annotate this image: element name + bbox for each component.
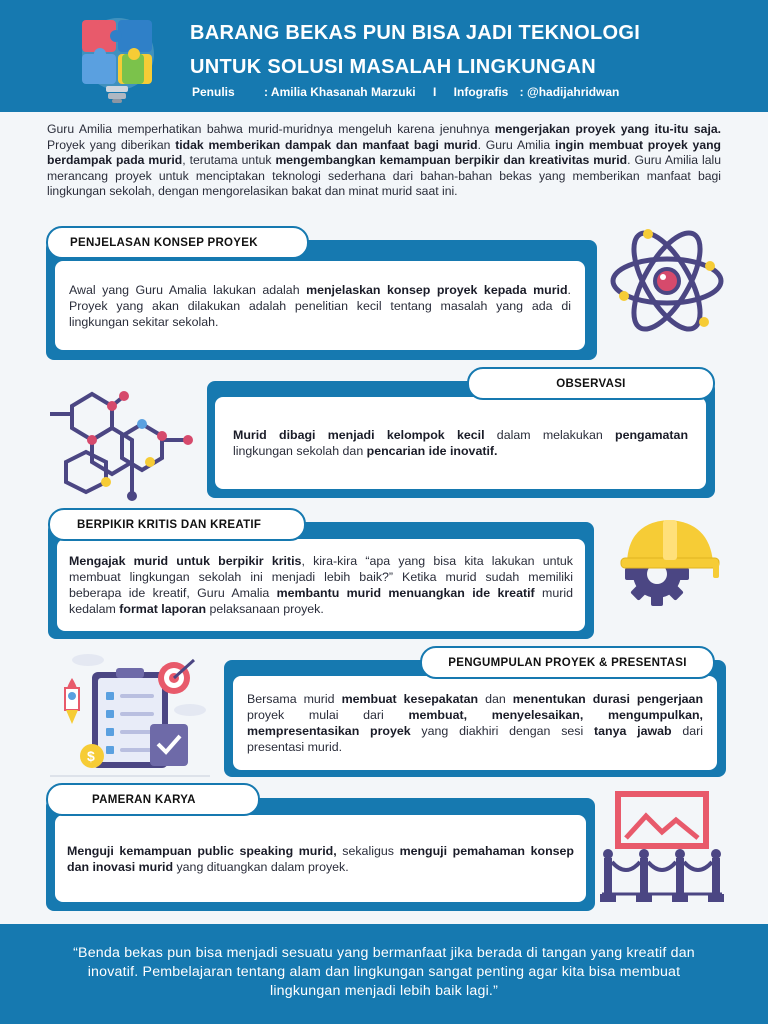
credit-separator: I — [432, 85, 437, 99]
closing-quote: “Benda bekas pun bisa menjadi sesuatu yang bermanfaat jika berada di tangan yang kreatif dan inovatif. Pembelajaran tentang alam dan lingkungan sangat penting agar kita bisa membuat lingkungan menjadi lebih baik lagi.” — [73, 945, 695, 999]
section-body-critical-thinking: Mengajak murid untuk berpikir kritis, kira-kira “apa yang bisa kita lakukan untuk membuat lingkungan sekolah ini menjadi lebih baik?” Ketika murid sudah memiliki beberapa ide kreatif, Guru Amalia membantu murid menuangkan ide kreatif murid kedalam format laporan pelaksanaan proyek. — [57, 539, 585, 631]
section-title-concept: PENJELASAN KONSEP PROYEK — [46, 226, 309, 259]
infographic-handle: : @hadijahridwan — [519, 85, 620, 99]
section-title-critical-thinking: BERPIKIR KRITIS DAN KREATIF — [48, 508, 306, 541]
checklist-rocket-icon — [50, 650, 210, 780]
section-body-presentation: Bersama murid membuat kesepakatan dan menentukan durasi pengerjaan proyek mulai dari membuat, menyelesaikan, mengumpulkan, mempresentasikan proyek yang diakhiri dengan sesi tanya jawab dari presentasi murid. — [233, 676, 717, 770]
section-body-exhibition: Menguji kemampuan public speaking murid, sekaligus menguji pemahaman konsep dan inovasi murid yang dituangkan dalam proyek. — [55, 815, 586, 902]
credits — [192, 85, 633, 99]
svg-text:$: $ — [87, 748, 95, 764]
section-title-exhibition: PAMERAN KARYA — [46, 783, 260, 816]
title-line-1: BARANG BEKAS PUN BISA JADI TEKNOLOGI — [190, 22, 641, 44]
section-title-observation: OBSERVASI — [467, 367, 715, 400]
title-line-2: UNTUK SOLUSI MASALAH LINGKUNGAN — [190, 56, 596, 78]
section-body-concept: Awal yang Guru Amalia lakukan adalah menjelaskan konsep proyek kepada murid. Proyek yang akan dilakukan adalah penelitian kecil tentang masalah yang ada di lingkungan sekitar sekolah. — [55, 261, 585, 350]
gallery-frame-icon — [596, 790, 728, 910]
infographic-label: Infografis — [453, 85, 509, 99]
molecule-icon — [46, 378, 196, 502]
author-label: Penulis — [192, 85, 235, 99]
section-title-presentation: PENGUMPULAN PROYEK & PRESENTASI — [420, 646, 715, 679]
hard-hat-gear-icon — [617, 516, 721, 608]
intro-paragraph: Guru Amilia memperhatikan bahwa murid-muridnya mengeluh karena jenuhnya mengerjakan proyek yang itu-itu saja. Proyek yang diberikan tidak memberikan dampak dan manfaat bagi murid. Guru Amilia ingin membuat proyek yang berdampak pada murid, terutama untuk mengembangkan kemampuan berpikir dan kreativitas murid. Guru Amilia lalu merancang proyek untuk menciptakan teknologi sederhana dari bahan-bahan bekas yang memberikan manfaat bagi lingkungan sekolah, dengan mengorelasikan bakat dan minat murid saat ini. — [47, 122, 722, 199]
atom-icon — [606, 222, 728, 340]
section-body-observation: Murid dibagi menjadi kelompok kecil dalam melakukan pengamatan lingkungan sekolah dan pencarian ide inovatif. — [215, 397, 706, 489]
author-name: : Amilia Khasanah Marzuki — [264, 85, 416, 99]
lightbulb-puzzle-icon — [76, 14, 160, 104]
